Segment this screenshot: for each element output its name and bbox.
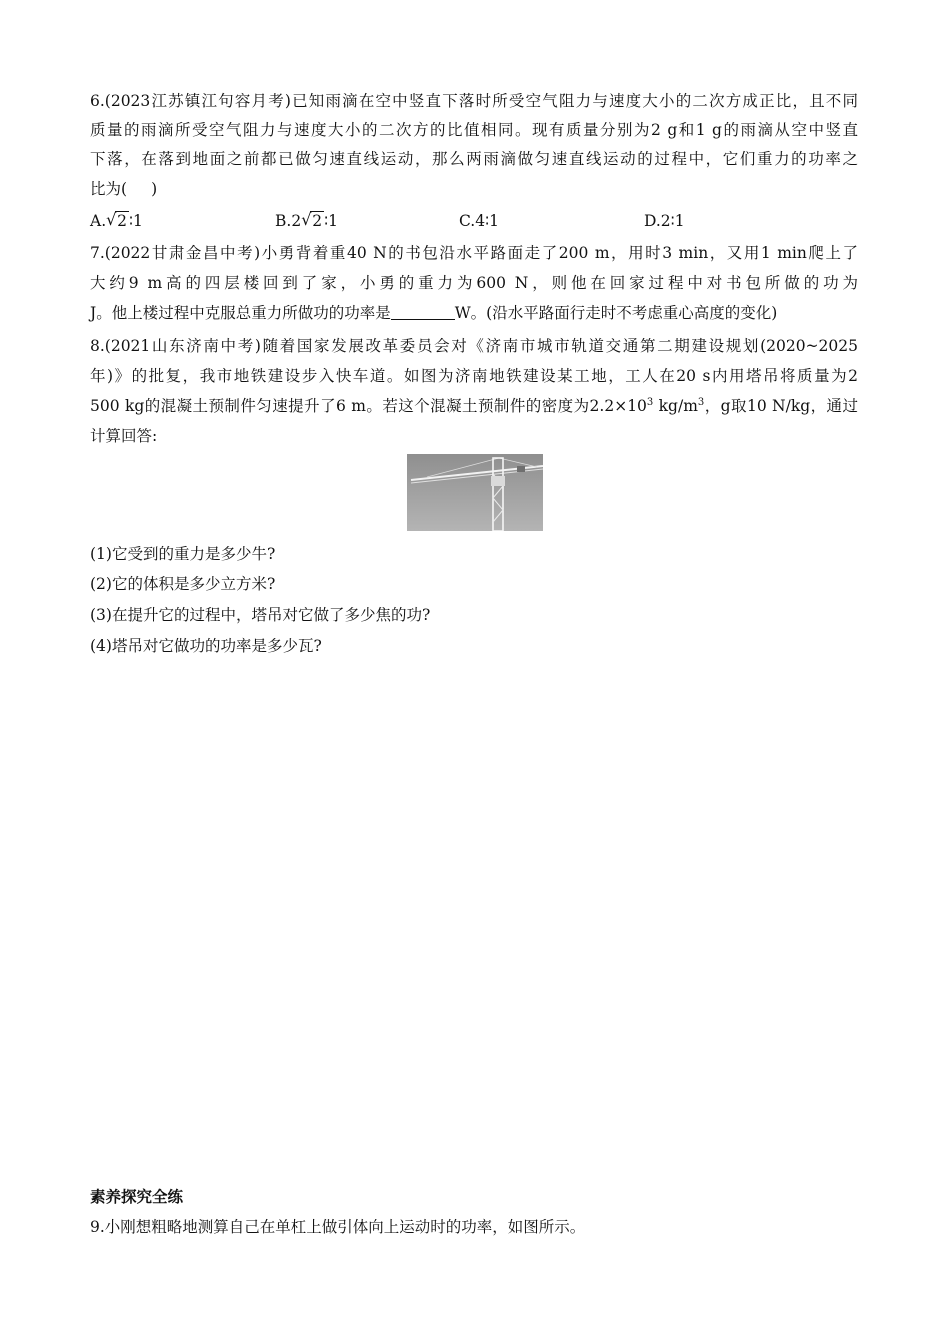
q7-line-2: 大约9 m高的四层楼回到了家，小勇的重力为600 N，则他在回家过程中对书包所做的功为 (90, 274, 858, 292)
q6-line-4 (90, 178, 157, 200)
q6-option-b[interactable]: B.2 √ 2 ∶1 (275, 210, 338, 230)
q8-line-3: 500 kg的混凝土预制件匀速提升了6 m。若这个混凝土预制件的密度为$2.2\times 10^3$ $kg/m^3$，g取10 N/kg，通过 (90, 396, 858, 415)
q7-line-3 (90, 302, 777, 324)
sqrt-symbol: √ 2 (106, 210, 127, 230)
tower-crane-photo (407, 454, 543, 531)
q7-line-3-start: J。他上楼过程中克服总重力所做功的功率是 (90, 304, 391, 322)
q6-option-c[interactable]: C.4∶1 (459, 212, 499, 230)
section-heading: 素养探究全练 (90, 1187, 184, 1206)
q8-line-4: 计算回答: (90, 427, 158, 445)
q6-stem-end: 比为( (90, 180, 128, 198)
answer-blank[interactable] (391, 305, 455, 320)
q9-line-1: 9.小刚想粗略地测算自己在单杠上做引体向上运动时的功率，如图所示。 (90, 1218, 586, 1236)
q6-close-paren: ) (151, 180, 158, 198)
q8-line-1: 8.(2021山东济南中考)随着国家发展改革委员会对《济南市城市轨道交通第二期建设规划(2020~2025 (90, 337, 858, 355)
q6-option-a[interactable]: A. √ 2 ∶1 (90, 210, 143, 230)
q6-option-d[interactable]: D.2∶1 (644, 212, 685, 230)
q8-line-2: 年)》的批复，我市地铁建设步入快车道。如图为济南地铁建设某工地，工人在20 s内用塔吊将质量为2 (90, 367, 858, 385)
q6-line-2: 质量的雨滴所受空气阻力与速度大小的二次方的比值相同。现有质量分别为2 g和1 g的雨滴从空中竖直 (90, 121, 858, 139)
q7-line-1: 7.(2022甘肃金昌中考)小勇背着重40 N的书包沿水平路面走了200 m，用时3 min，又用1 min爬上了 (90, 244, 858, 262)
q8-sub-question-4: (4)塔吊对它做功的功率是多少瓦? (90, 637, 322, 655)
q6-line-1: 6.(2023江苏镇江句容月考)已知雨滴在空中竖直下落时所受空气阻力与速度大小的二次方成正比，且不同 (90, 92, 858, 110)
q8-sub-question-1: (1)它受到的重力是多少牛? (90, 545, 276, 563)
q6-line-3: 下落，在落到地面之前都已做匀速直线运动，那么两雨滴做匀速直线运动的过程中，它们重力的功率之 (90, 150, 858, 168)
q8-sub-question-3: (3)在提升它的过程中，塔吊对它做了多少焦的功? (90, 606, 431, 624)
sqrt-symbol: √ 2 (301, 210, 323, 230)
q8-sub-question-2: (2)它的体积是多少立方米? (90, 575, 276, 593)
q7-line-3-end: W。(沿水平路面行走时不考虑重心高度的变化) (454, 304, 778, 322)
